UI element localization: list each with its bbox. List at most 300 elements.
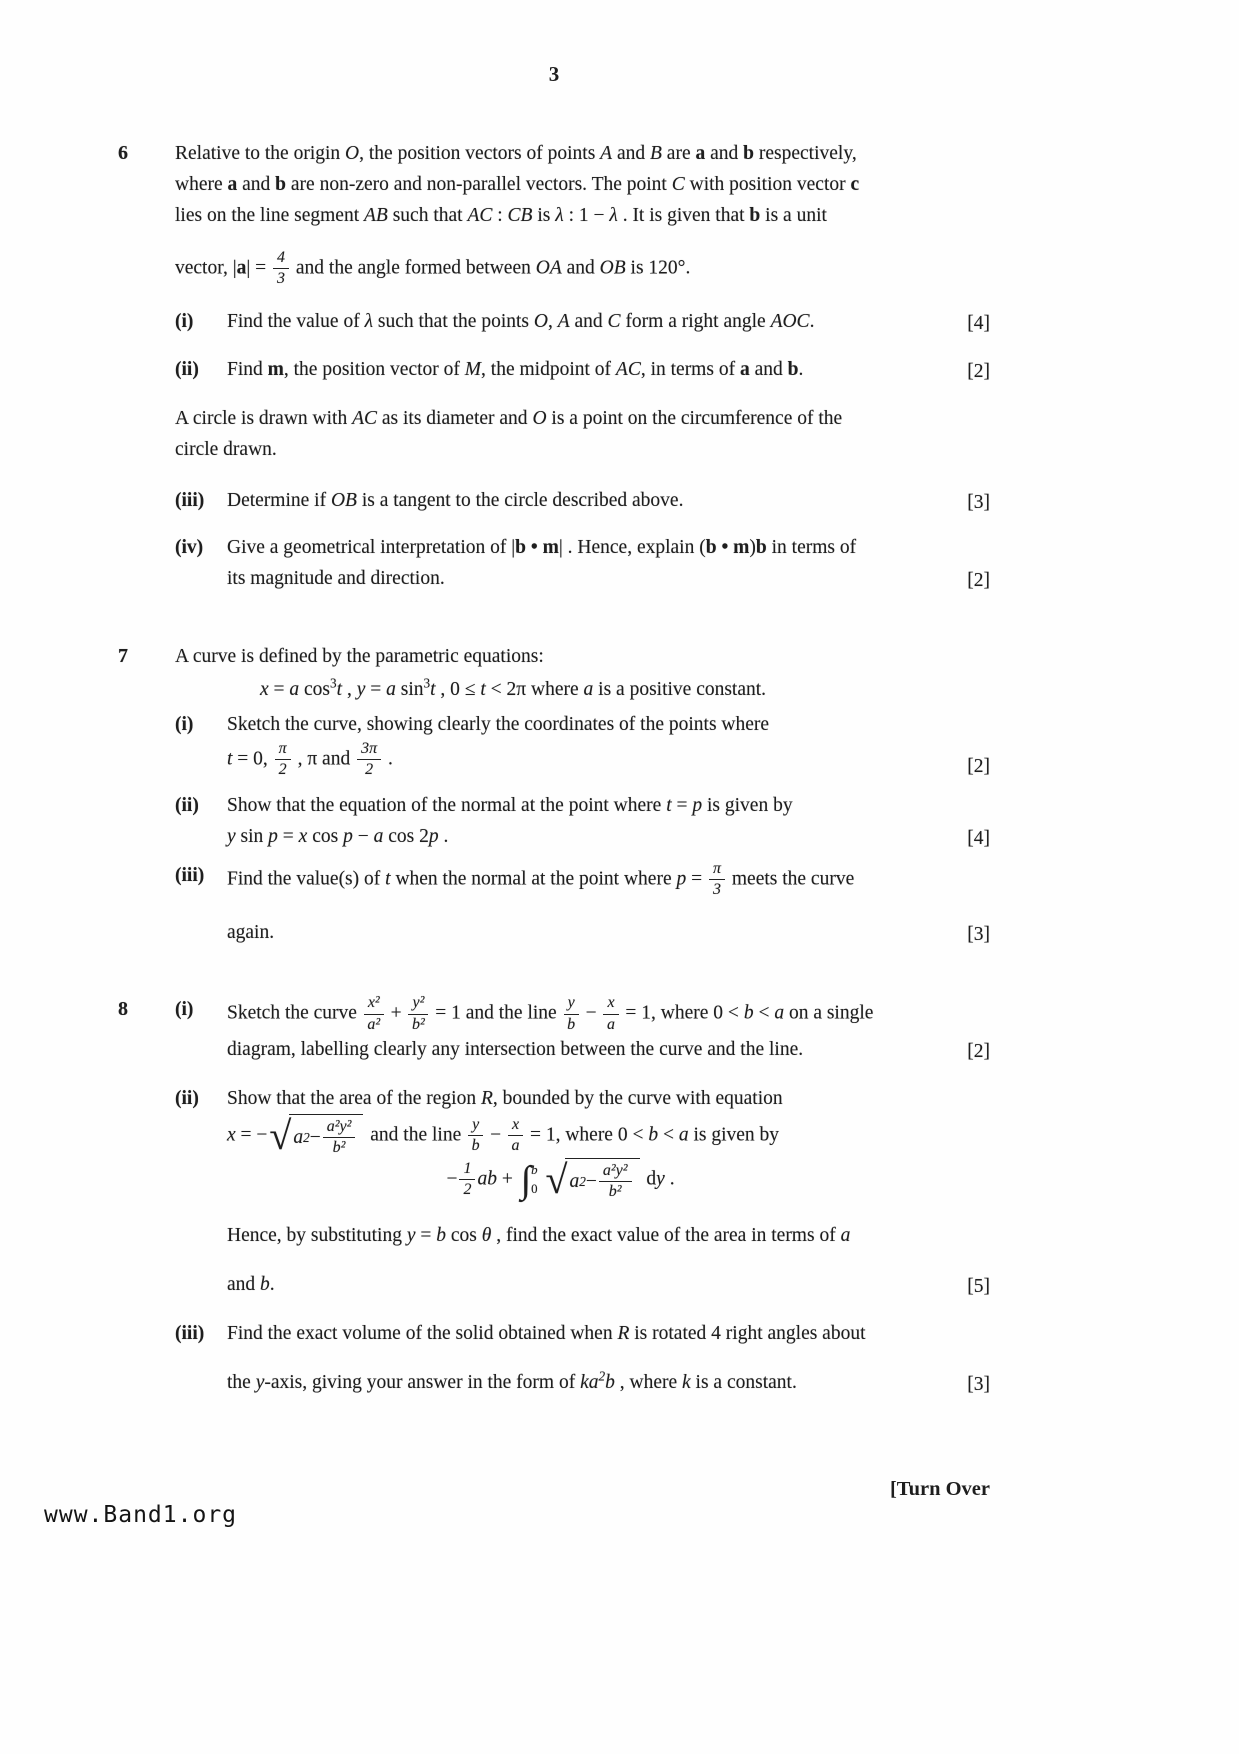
- text-run: y: [356, 678, 366, 700]
- fraction: [364, 994, 384, 1034]
- question-part-row: [118, 1318, 990, 1398]
- text-line: [227, 532, 934, 563]
- fraction: [273, 249, 289, 289]
- text-run: and the angle formed between: [291, 257, 536, 279]
- fraction-denominator: a²: [367, 1015, 381, 1033]
- question-number: 7: [118, 644, 128, 667]
- text-run: t: [227, 748, 233, 770]
- text-run: = 1 and the line: [430, 1002, 562, 1024]
- fraction-numerator: 1: [459, 1160, 475, 1180]
- question-part-row: [118, 709, 990, 780]
- part-label: (iii): [175, 489, 205, 511]
- fraction-numerator: a²y²: [599, 1162, 632, 1182]
- fraction-numerator: a²y²: [323, 1118, 356, 1138]
- text-run: cos: [299, 678, 331, 700]
- text-run: −: [585, 1171, 597, 1193]
- text-run: and: [569, 310, 608, 332]
- text-run: AB: [364, 205, 388, 226]
- fraction-denominator: a: [606, 1015, 615, 1033]
- text-run: =: [415, 1224, 437, 1246]
- fraction: [508, 1116, 523, 1156]
- fraction: [709, 860, 725, 900]
- text-run: and: [227, 1273, 261, 1295]
- part-text: [227, 1083, 990, 1300]
- fraction: [599, 1162, 632, 1202]
- text-run: |: [511, 536, 516, 558]
- text-run: , find the exact value of the area in terms of: [491, 1224, 841, 1246]
- text-run: =: [268, 678, 290, 700]
- marks-badge: [2]: [967, 569, 990, 591]
- text-run: .: [664, 1168, 675, 1190]
- fraction: [564, 994, 579, 1034]
- fraction: [323, 1118, 356, 1158]
- text-run: C: [671, 174, 685, 195]
- text-run: Sketch the curve, showing clearly the coordinates of the points where: [227, 713, 770, 735]
- fraction-denominator: 2: [463, 1181, 472, 1199]
- text-line: [227, 917, 934, 948]
- text-run: is a constant.: [690, 1371, 797, 1393]
- turn-over-note: [Turn Over: [889, 1478, 990, 1500]
- text-run: ab: [477, 1168, 497, 1190]
- text-run: diagram, labelling clearly any intersection between the curve and the line.: [227, 1039, 804, 1060]
- text-run: is given by: [702, 794, 793, 816]
- page-number: 3: [548, 62, 560, 86]
- text-run: sin: [235, 825, 269, 847]
- part-text: [175, 674, 990, 705]
- text-line: [227, 1034, 934, 1065]
- question-number: 6: [118, 142, 128, 164]
- text-run: a: [678, 1124, 689, 1146]
- part-text: [227, 485, 990, 516]
- text-run: are: [661, 143, 696, 164]
- text-run: B: [650, 143, 662, 164]
- text-line: [227, 485, 934, 516]
- text-run: ,: [547, 310, 558, 332]
- fraction: [357, 740, 381, 780]
- text-run: and the line: [365, 1124, 467, 1146]
- fraction-denominator: 2: [278, 761, 287, 779]
- text-line: [227, 790, 934, 821]
- text-run: y: [255, 1371, 265, 1393]
- part-text: [175, 641, 990, 672]
- text-run: OB: [330, 489, 357, 511]
- integral: [520, 1158, 541, 1201]
- text-run: b: [515, 536, 527, 558]
- text-run: R: [480, 1088, 493, 1109]
- text-run: lies on the line segment: [175, 205, 365, 226]
- text-run: a: [774, 1002, 785, 1024]
- part-label: (ii): [175, 358, 199, 380]
- fraction-numerator: y: [564, 994, 579, 1014]
- part-label: (i): [175, 999, 194, 1021]
- part-label: (ii): [175, 794, 199, 816]
- text-line: [227, 306, 934, 337]
- marks-badge: [3]: [967, 924, 990, 946]
- part-label: (i): [175, 713, 194, 735]
- text-run: form a right angle: [620, 310, 771, 332]
- text-run: b: [743, 1002, 754, 1024]
- text-run: in terms of: [766, 536, 857, 558]
- text-run: is a tangent to the circle described above.: [356, 489, 684, 511]
- text-run: Find the exact volume of the solid obtained when: [227, 1322, 618, 1344]
- text-run: .: [269, 1273, 275, 1295]
- question-part-row: [118, 860, 990, 949]
- radical-content: [565, 1158, 639, 1202]
- text-line: [227, 1220, 934, 1251]
- text-run: is: [532, 205, 556, 226]
- text-run: = 1, where 0 <: [620, 1002, 744, 1024]
- text-run: p: [428, 825, 439, 847]
- fraction: [275, 740, 291, 780]
- fraction-numerator: x: [508, 1116, 523, 1136]
- question-part-row: [118, 403, 990, 465]
- part-text: [227, 790, 990, 852]
- text-run: cos: [307, 825, 344, 847]
- part-text: [175, 138, 990, 289]
- integral-lower-limit: 0: [531, 1182, 538, 1197]
- marks-badge: [2]: [967, 755, 990, 777]
- marks-badge: [3]: [967, 491, 990, 513]
- text-run: is given by: [688, 1124, 780, 1146]
- fraction: [459, 1160, 475, 1200]
- text-run: λ: [555, 205, 564, 226]
- text-run: , the position vectors of points: [359, 143, 601, 164]
- text-line: [175, 641, 934, 672]
- text-run: | =: [246, 257, 272, 279]
- superscript: 2: [579, 1173, 586, 1189]
- marks-badge: [2]: [967, 1041, 990, 1062]
- text-line: [227, 1158, 934, 1202]
- question-part-row: [118, 532, 990, 594]
- part-text: [175, 403, 990, 465]
- part-text: [227, 306, 990, 337]
- fraction: [603, 994, 618, 1034]
- text-run: b: [275, 174, 287, 195]
- text-run: −: [309, 1127, 321, 1149]
- text-line: [227, 860, 934, 900]
- question-part-row: [118, 485, 990, 516]
- text-run: with position vector: [684, 174, 851, 195]
- part-text: [227, 860, 990, 949]
- text-run: p: [676, 867, 687, 889]
- text-run: b: [705, 536, 717, 558]
- text-run: |: [558, 536, 563, 558]
- text-run: =: [686, 867, 707, 889]
- text-run: , 0 ≤: [435, 678, 481, 700]
- part-text: [227, 532, 990, 594]
- text-run: −: [485, 1124, 506, 1146]
- text-line: [227, 354, 934, 385]
- part-label: (iii): [175, 864, 205, 886]
- text-run: meets the curve: [727, 867, 855, 889]
- text-run: t: [666, 794, 672, 816]
- fraction-numerator: y²: [408, 994, 428, 1014]
- superscript: 3: [330, 675, 337, 691]
- text-run: .: [383, 748, 393, 770]
- text-run: A: [557, 310, 570, 332]
- text-run: -axis, giving your answer in the form of: [264, 1371, 581, 1393]
- text-run: a: [840, 1224, 851, 1246]
- part-text: [227, 994, 990, 1065]
- text-run: <: [753, 1002, 775, 1024]
- text-line: [227, 709, 934, 740]
- text-run: AOC: [770, 310, 810, 332]
- text-run: R: [617, 1322, 630, 1344]
- text-run: <: [658, 1124, 679, 1146]
- text-run: =: [277, 825, 299, 847]
- text-run: Show that the equation of the normal at the point where: [227, 794, 667, 816]
- text-run: .: [809, 310, 815, 332]
- text-run: and: [749, 358, 788, 380]
- text-run: CB: [507, 205, 533, 226]
- text-run: b: [787, 358, 799, 380]
- text-run: cos: [445, 1224, 482, 1246]
- text-run: b: [260, 1273, 270, 1295]
- text-run: A curve is defined by the parametric equations:: [175, 645, 544, 667]
- text-run: O: [345, 143, 360, 164]
- text-run: y: [406, 1224, 416, 1246]
- text-run: x: [227, 1124, 236, 1146]
- text-run: AC: [352, 407, 378, 429]
- fraction-denominator: 3: [712, 880, 721, 898]
- text-run: vector,: [175, 257, 233, 279]
- text-run: Find the value(s) of: [227, 867, 386, 889]
- text-run: −: [352, 825, 374, 847]
- text-run: , where: [614, 1371, 683, 1393]
- text-line: [227, 1318, 934, 1349]
- text-run: OB: [599, 257, 626, 279]
- text-run: t: [480, 678, 486, 700]
- text-run: are non-zero and non-parallel vectors. The point: [286, 174, 672, 195]
- text-run: x: [298, 825, 308, 847]
- text-line: [175, 249, 934, 289]
- fraction-denominator: 2: [365, 761, 374, 779]
- text-run: and: [612, 143, 650, 164]
- sqrt-radical: [546, 1158, 640, 1202]
- text-run: +: [385, 1002, 407, 1024]
- text-run: . Hence, explain: [562, 536, 700, 558]
- text-run: is rotated 4 right angles about: [629, 1322, 866, 1344]
- question-part-row: [118, 674, 990, 705]
- fraction-denominator: a: [511, 1137, 520, 1155]
- text-run: m: [542, 536, 559, 558]
- text-run: = 1, where 0 <: [525, 1124, 649, 1146]
- question-number: 8: [118, 998, 128, 1021]
- integral-sign-icon: ∫: [520, 1158, 532, 1201]
- text-run: a: [569, 1171, 580, 1193]
- text-run: y: [227, 825, 236, 847]
- text-run: =: [671, 794, 693, 816]
- radical-sign-icon: √: [545, 1156, 568, 1202]
- text-run: a: [293, 1127, 304, 1149]
- text-line: [227, 994, 934, 1034]
- part-text: [227, 1318, 990, 1398]
- text-run: circle drawn.: [175, 438, 277, 460]
- text-run: , the position vector of: [283, 358, 465, 380]
- question-8-row: [118, 994, 990, 1065]
- part-text: [227, 354, 990, 385]
- text-run: a: [739, 358, 750, 380]
- text-run: cos 2: [383, 825, 429, 847]
- text-run: |: [232, 257, 237, 279]
- text-run: , in terms of: [640, 358, 740, 380]
- superscript: 2: [303, 1130, 310, 1146]
- text-run: , bounded by the curve with equation: [492, 1088, 783, 1109]
- text-run: t: [385, 867, 391, 889]
- radical-content: [289, 1114, 363, 1158]
- text-run: y: [656, 1168, 665, 1190]
- fraction-numerator: 4: [273, 249, 289, 269]
- text-run: C: [607, 310, 621, 332]
- text-run: b: [605, 1371, 615, 1393]
- text-run: , the midpoint of: [481, 358, 616, 380]
- text-run: θ: [481, 1224, 492, 1246]
- fraction-numerator: x: [603, 994, 618, 1014]
- text-run: and: [237, 174, 276, 195]
- part-label: (ii): [175, 1088, 199, 1109]
- text-run: λ: [364, 310, 374, 332]
- text-run: O: [532, 407, 547, 429]
- text-run: λ: [609, 205, 618, 226]
- text-run: as its diameter and: [377, 407, 533, 429]
- question-6-row: [118, 138, 990, 289]
- text-run: b: [749, 205, 761, 226]
- text-line: [227, 740, 934, 780]
- fraction-denominator: b²: [412, 1015, 425, 1033]
- fraction-numerator: π: [709, 860, 725, 880]
- text-line: [175, 138, 934, 169]
- text-run: its magnitude and direction.: [227, 567, 445, 589]
- text-run: and: [561, 257, 600, 279]
- fraction-denominator: b: [567, 1015, 576, 1033]
- question-7-row: [118, 641, 990, 672]
- text-run: −: [580, 1002, 602, 1024]
- text-run: the: [227, 1371, 256, 1393]
- part-label: (iii): [175, 1322, 205, 1344]
- text-run: Relative to the origin: [175, 143, 346, 164]
- text-run: AC: [467, 205, 493, 226]
- text-run: t: [336, 678, 343, 700]
- text-line: [175, 403, 934, 434]
- text-run: −: [446, 1168, 458, 1190]
- text-run: k: [682, 1371, 691, 1393]
- text-run: . It is given that: [617, 205, 750, 226]
- fraction-numerator: 3π: [357, 740, 381, 760]
- text-run: Hence, by substituting: [227, 1224, 407, 1246]
- text-run: p: [268, 825, 278, 847]
- text-run: where: [175, 174, 228, 195]
- text-run: b: [648, 1124, 659, 1146]
- text-run: is a positive constant.: [593, 678, 767, 700]
- text-run: : 1 −: [563, 205, 610, 226]
- text-run: ): [749, 536, 756, 558]
- fraction-numerator: x²: [364, 994, 384, 1014]
- text-run: :: [492, 205, 508, 226]
- text-run: m: [733, 536, 750, 558]
- text-run: m: [267, 358, 284, 380]
- text-run: sin: [395, 678, 424, 700]
- text-run: on a single: [784, 1002, 874, 1024]
- text-run: •: [526, 536, 543, 558]
- text-line: [175, 169, 934, 200]
- text-run: c: [850, 174, 860, 195]
- text-run: a: [227, 174, 238, 195]
- text-run: is 120°.: [625, 257, 691, 279]
- text-run: is a unit: [760, 205, 827, 226]
- part-label: (iv): [175, 536, 204, 558]
- superscript: 3: [423, 675, 431, 691]
- text-line: [227, 563, 934, 594]
- text-run: •: [716, 536, 734, 558]
- text-run: such that the points: [373, 310, 534, 332]
- text-run: .: [798, 358, 804, 380]
- text-run: is a point on the circumference of the: [546, 407, 843, 429]
- text-run: =: [365, 678, 387, 700]
- text-run: b: [436, 1224, 446, 1246]
- text-run: = 0,: [232, 748, 273, 770]
- superscript: 2: [598, 1368, 606, 1383]
- text-run: +: [496, 1168, 518, 1190]
- question-part-row: [118, 790, 990, 852]
- text-line: [227, 1367, 934, 1398]
- text-run: a: [373, 825, 384, 847]
- text-run: .: [438, 825, 449, 847]
- fraction-denominator: b²: [332, 1139, 346, 1157]
- fraction: [408, 994, 428, 1034]
- text-run: t: [430, 678, 436, 700]
- text-line: [227, 1114, 934, 1158]
- fraction-denominator: b²: [608, 1183, 622, 1201]
- text-run: Find the value of: [227, 310, 365, 332]
- marks-badge: [4]: [967, 312, 990, 334]
- text-run: when the normal at the point where: [390, 867, 677, 889]
- text-run: A circle is drawn with: [175, 407, 353, 429]
- text-run: Sketch the curve: [227, 1002, 362, 1024]
- text-line: [175, 200, 934, 231]
- text-run: , π and: [292, 748, 356, 770]
- website-watermark: www.Band1.org: [44, 1502, 238, 1528]
- text-run: OA: [535, 257, 562, 279]
- questions-area: [118, 0, 990, 1398]
- text-run: b: [755, 536, 767, 558]
- question-part-row: [118, 1083, 990, 1300]
- text-run: a: [583, 678, 594, 700]
- marks-badge: [3]: [967, 1373, 990, 1395]
- text-run: such that: [387, 205, 468, 226]
- text-line: [227, 1269, 934, 1300]
- marks-badge: [4]: [967, 827, 990, 849]
- text-run: b: [743, 143, 754, 164]
- marks-badge: [2]: [967, 360, 990, 382]
- part-label: (i): [175, 310, 194, 332]
- text-run: respectively,: [754, 143, 857, 164]
- text-run: p: [343, 825, 353, 847]
- text-run: Determine if: [227, 489, 331, 511]
- text-run: ka: [580, 1371, 599, 1393]
- question-part-row: [118, 354, 990, 385]
- sqrt-radical: [269, 1114, 363, 1158]
- text-run: a: [236, 257, 247, 279]
- text-run: a: [695, 143, 706, 164]
- text-run: and: [705, 143, 744, 164]
- question-part-row: [118, 306, 990, 337]
- part-text: [227, 709, 990, 780]
- text-line: [175, 674, 934, 705]
- fraction-numerator: y: [468, 1116, 483, 1136]
- text-run: Find: [227, 358, 268, 380]
- text-run: p: [692, 794, 703, 816]
- text-run: O: [533, 310, 548, 332]
